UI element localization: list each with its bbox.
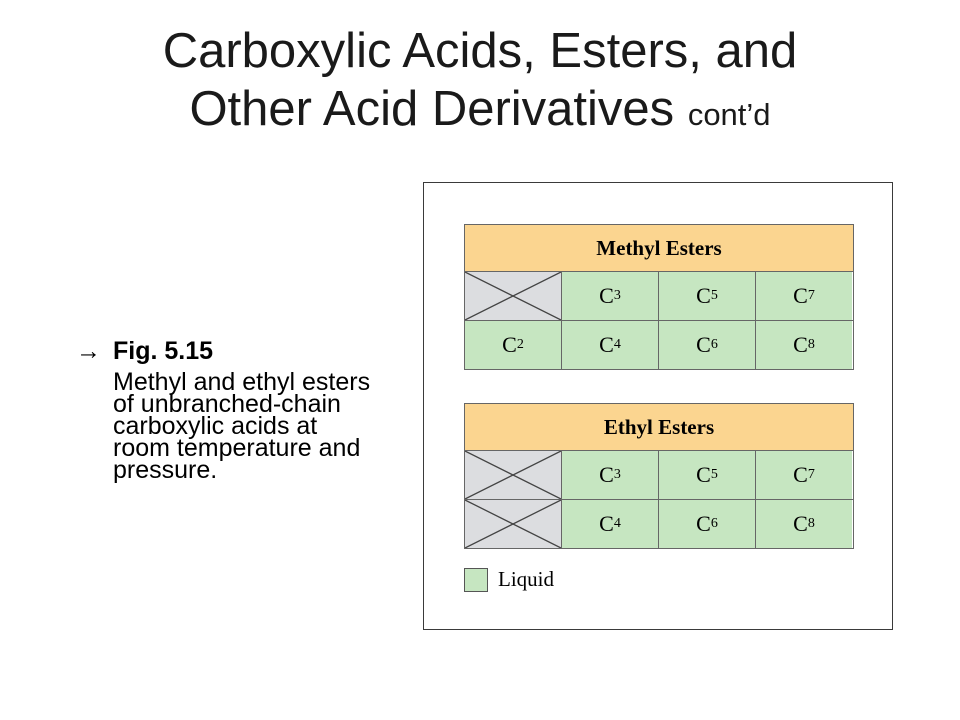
carbon-symbol: C — [793, 283, 808, 308]
carbon-count: 6 — [710, 516, 718, 531]
carbon-symbol: C — [502, 332, 517, 357]
carbon-cell — [658, 321, 755, 369]
slide-title — [0, 22, 960, 144]
carbon-cell — [755, 321, 852, 369]
carbon-count: 4 — [613, 516, 621, 531]
carbon-count: 4 — [613, 337, 621, 352]
ethyl-esters-header: Ethyl Esters — [465, 404, 853, 451]
arrow-icon: → — [76, 337, 101, 365]
carbon-symbol: C — [599, 462, 614, 487]
figure-ref: Fig. 5.15 — [113, 337, 214, 365]
legend-label: Liquid — [498, 567, 554, 591]
ethyl-esters-grid — [465, 451, 853, 548]
carbon-cell — [658, 272, 755, 320]
table-row — [465, 451, 853, 499]
title-line-1: Carboxylic Acids, Esters, and — [162, 24, 798, 78]
title-main: Other Acid Derivatives — [189, 82, 675, 136]
empty-cell — [465, 272, 561, 320]
carbon-symbol: C — [793, 511, 808, 536]
carbon-symbol: C — [696, 511, 711, 536]
carbon-symbol: C — [696, 332, 711, 357]
carbon-symbol: C — [793, 332, 808, 357]
carbon-cell — [658, 451, 755, 499]
carbon-count: 2 — [516, 337, 524, 352]
table-row — [465, 320, 853, 369]
carbon-symbol: C — [599, 283, 614, 308]
title-suffix: cont’d — [687, 97, 771, 132]
title-line-2 — [0, 80, 960, 144]
carbon-symbol: C — [599, 511, 614, 536]
carbon-cell — [561, 272, 658, 320]
carbon-cell — [755, 500, 852, 548]
ester-state-figure — [423, 182, 893, 630]
figure-ref-line — [76, 335, 376, 367]
carbon-symbol: C — [599, 332, 614, 357]
cross-icon — [465, 451, 561, 499]
table-row — [465, 499, 853, 548]
liquid-swatch — [464, 568, 488, 592]
ethyl-esters-table — [464, 403, 854, 549]
methyl-esters-table — [464, 224, 854, 370]
carbon-cell — [465, 321, 561, 369]
figure-caption — [76, 335, 376, 484]
carbon-cell — [561, 321, 658, 369]
carbon-cell — [658, 500, 755, 548]
carbon-cell — [755, 272, 852, 320]
carbon-cell — [755, 451, 852, 499]
carbon-symbol: C — [793, 462, 808, 487]
carbon-count: 3 — [613, 288, 621, 303]
carbon-count: 5 — [710, 288, 718, 303]
carbon-cell — [561, 500, 658, 548]
methyl-esters-grid — [465, 272, 853, 369]
cross-icon — [465, 272, 561, 320]
carbon-count: 3 — [613, 467, 621, 482]
legend — [464, 567, 554, 592]
empty-cell — [465, 500, 561, 548]
carbon-symbol: C — [696, 283, 711, 308]
table-row — [465, 272, 853, 320]
carbon-count: 7 — [807, 288, 815, 303]
carbon-symbol: C — [696, 462, 711, 487]
carbon-count: 7 — [807, 467, 815, 482]
empty-cell — [465, 451, 561, 499]
carbon-count: 5 — [710, 467, 718, 482]
carbon-cell — [561, 451, 658, 499]
carbon-count: 8 — [807, 516, 815, 531]
caption-text: Methyl and ethyl esters of unbranched-chain carboxylic acids at room temperature and pressure. — [113, 368, 371, 484]
methyl-esters-header: Methyl Esters — [465, 225, 853, 272]
carbon-count: 6 — [710, 337, 718, 352]
cross-icon — [465, 500, 561, 548]
carbon-count: 8 — [807, 337, 815, 352]
